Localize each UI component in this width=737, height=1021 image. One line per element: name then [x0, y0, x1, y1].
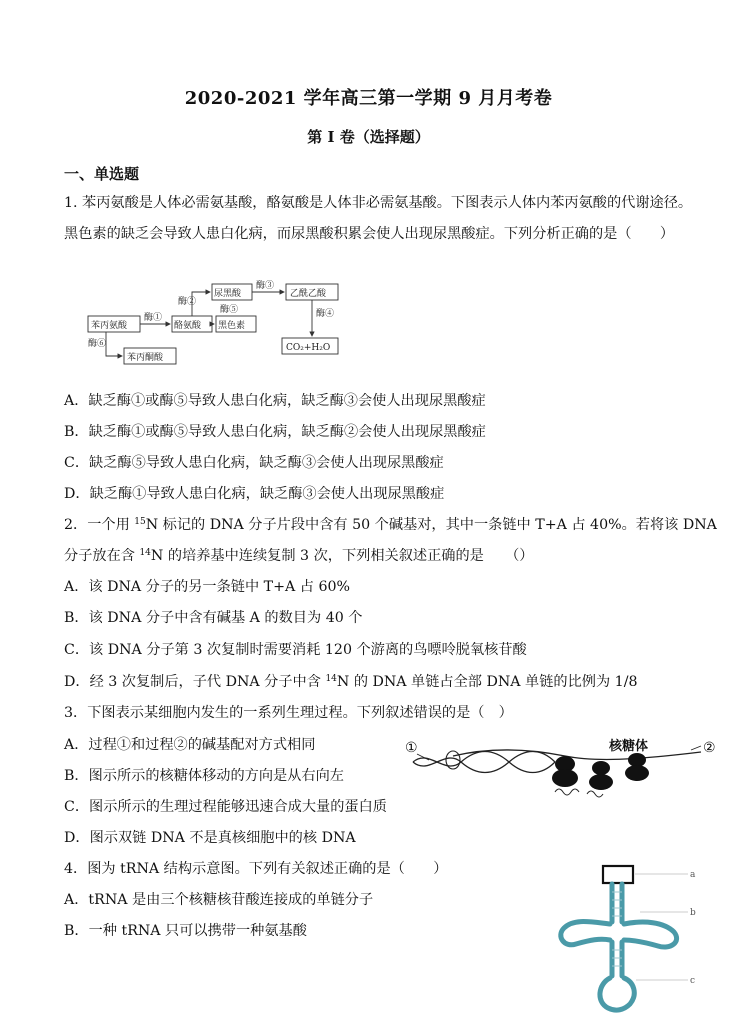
q2-stem-line-1: 2．一个用 $^{15}$N 标记的 DNA 分子片段中含有 50 个碱基对，其中一条链中 T+A 占 40%。若将该 DNA [64, 517, 717, 533]
q3-option-d[interactable]: D．图示双链 DNA 不是真核细胞中的核 DNA [64, 830, 356, 846]
label-e1: 酶① [144, 313, 163, 323]
label-e4: 酶④ [316, 309, 335, 319]
amino-acid-site-box [603, 866, 633, 883]
q1-option-a[interactable]: A．缺乏酶①或酶⑤导致人患白化病，缺乏酶③会使人出现尿黑酸症 [64, 393, 486, 409]
ribosome-large-1 [552, 769, 578, 787]
peptide-2 [587, 791, 603, 797]
paper-title: 2020-2021 学年高三第一学期 9 月月考卷 [184, 88, 553, 109]
q2-option-b[interactable]: B．该 DNA 分子中含有碱基 A 的数目为 40 个 [64, 610, 363, 626]
q4-stem: 4．图为 tRNA 结构示意图。下列有关叙述正确的是（ ） [64, 861, 448, 877]
label-mel: 黑色素 [218, 321, 246, 331]
label-tyr: 酪氨酸 [174, 321, 202, 331]
dna-strand-2 [413, 752, 555, 773]
phenylalanine-metabolism-diagram [86, 276, 346, 372]
q4-option-b[interactable]: B．一种 tRNA 只可以携带一种氨基酸 [64, 923, 307, 939]
q4-option-a[interactable]: A．tRNA 是由三个核糖核苷酸连接成的单链分子 [64, 892, 374, 908]
fig-label-1: ① [405, 740, 418, 756]
isotope-15: 15 [134, 517, 146, 527]
q1-option-c[interactable]: C．缺乏酶⑤导致人患白化病，缺乏酶③会使人出现尿黑酸症 [64, 455, 444, 471]
q2-stem-line-2: 分子放在含 $^{14}$N 的培养基中连续复制 3 次，下列相关叙述正确的是 （） [64, 548, 534, 564]
label-e3: 酶③ [256, 281, 275, 291]
label-e2: 酶② [178, 297, 197, 307]
label-phe: 苯丙氨酸 [91, 321, 128, 331]
q1-option-d[interactable]: D．缺乏酶①导致人患白化病，缺乏酶③会使人出现尿黑酸症 [64, 486, 445, 502]
transcription-translation-figure [405, 738, 723, 804]
q1-stem-line-1: 1. 苯丙氨酸是人体必需氨基酸，酪氨酸是人体非必需氨基酸。下图表示人体内苯丙氨酸的代谢途径。 [64, 195, 693, 211]
ribosome-small-2 [592, 761, 610, 775]
fig-label-ribosome: 核糖体 [609, 739, 649, 754]
fig-label-2: ② [703, 740, 716, 756]
ribosome-small-3 [628, 753, 646, 767]
isotope-14-d: 14 [325, 674, 337, 684]
anticodon-loop [600, 978, 634, 1010]
d-arm [561, 922, 610, 945]
q3-stem: 3．下图表示某细胞内发生的一系列生理过程。下列叙述错误的是（ ） [64, 705, 513, 721]
label-maa: 乙酰乙酸 [290, 289, 327, 299]
ribosome-large-3 [625, 765, 649, 781]
q2-option-c[interactable]: C．该 DNA 分子第 3 次复制时需要消耗 120 个游离的鸟嘌呤脱氧核苷酸 [64, 642, 527, 658]
q3-option-a[interactable]: A．过程①和过程②的碱基配对方式相同 [64, 737, 316, 753]
dna-strand-1 [413, 752, 555, 773]
label-e5: 酶⑤ [220, 305, 239, 315]
label-ppa: 苯丙酮酸 [127, 353, 164, 363]
fig-label-b: b [690, 908, 696, 918]
fig-label-a: a [690, 870, 696, 880]
isotope-14: 14 [139, 548, 151, 558]
label-hga: 尿黑酸 [214, 289, 242, 299]
q2-option-d[interactable]: D．经 3 次复制后，子代 DNA 分子中含 $^{14}$N 的 DNA 单链占全部 DNA 单链的比例为 1/8 [64, 674, 638, 690]
label-e6: 酶⑥ [88, 339, 107, 349]
label-co2: CO₂+H₂O [286, 343, 331, 353]
q3-option-b[interactable]: B．图示所示的核糖体移动的方向是从右向左 [64, 768, 344, 784]
q2-option-a[interactable]: A．该 DNA 分子的另一条链中 T+A 占 60% [64, 579, 351, 595]
t-arm [624, 922, 677, 947]
q3-option-c[interactable]: C．图示所示的生理过程能够迅速合成大量的蛋白质 [64, 799, 387, 815]
section-heading: 一、单选题 [64, 165, 140, 183]
peptide-1 [555, 789, 579, 795]
q1-stem-line-2: 黑色素的缺乏会导致人患白化病，而尿黑酸积累会使人出现尿黑酸症。下列分析正确的是（ ） [64, 226, 675, 242]
paper-subtitle: 第 I 卷（选择题） [307, 128, 430, 146]
trna-structure-figure [540, 862, 700, 1017]
ribosome-large-2 [589, 774, 613, 790]
fig-label-c: c [690, 976, 696, 986]
q1-option-b[interactable]: B．缺乏酶①或酶⑤导致人患白化病，缺乏酶②会使人出现尿黑酸症 [64, 424, 486, 440]
